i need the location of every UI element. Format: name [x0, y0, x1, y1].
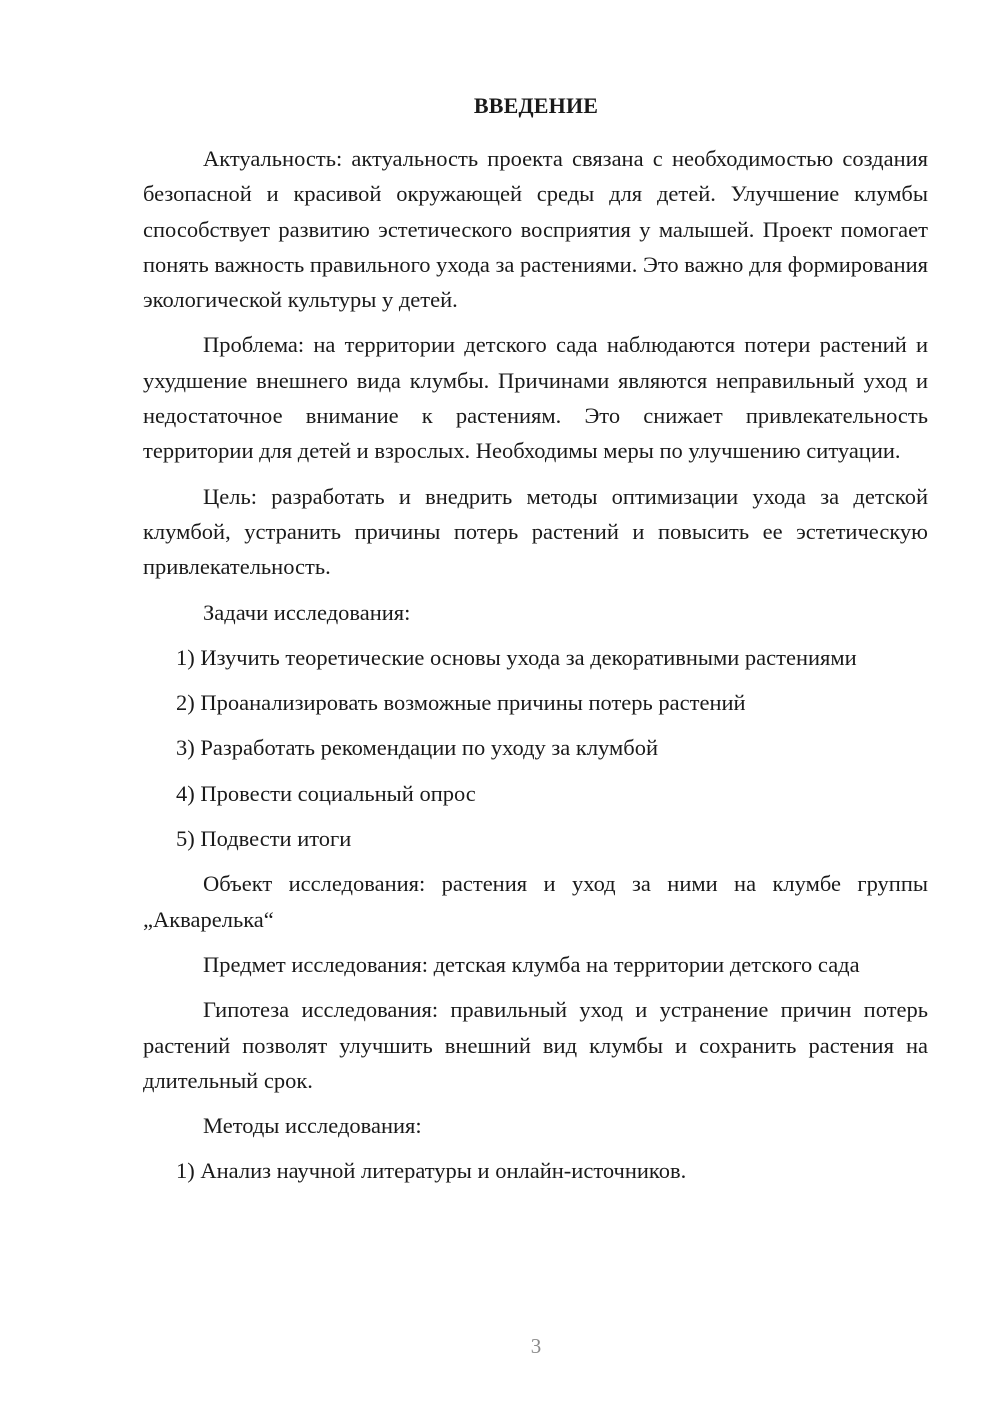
paragraph-problem: Проблема: на территории детского сада наблюдаются потери растений и ухудшение внешнего вида клумбы. Причинами являются неправильный уход и недостаточное внимание к растениям. Это снижает привлекательность территории для детей и взрослых. Необходимы меры по улучшению ситуации.	[143, 332, 928, 464]
paragraph-relevance: Актуальность: актуальность проекта связана с необходимостью создания безопасной и красивой окружающей среды для детей. Улучшение клумбы способствует развитию эстетического восприятия у малышей. Проект помогает понять важность правильного ухода за растениями. Это важно для формирования экологической культуры у детей.	[143, 146, 928, 313]
list-item: 5) Подвести итоги	[176, 826, 352, 852]
methods-list	[143, 1153, 928, 1188]
paragraph-goal: Цель: разработать и внедрить методы оптимизации ухода за детской клумбой, устранить причины потерь растений и повысить ее эстетическую привлекательность.	[143, 483, 928, 580]
paragraph-hypothesis: Гипотеза исследования: правильный уход и устранение причин потерь растений позволят улучшить внешний вид клумбы и сохранить растения на длительный срок.	[143, 997, 928, 1093]
list-item: 1) Изучить теоретические основы ухода за декоративными растениями	[176, 644, 857, 670]
list-item: 2) Проанализировать возможные причины потерь растений	[176, 690, 746, 716]
page-number: 3	[530, 1334, 542, 1358]
methods-heading: Методы исследования:	[203, 1113, 422, 1139]
list-item: 3) Разработать рекомендации по уходу за клумбой	[176, 735, 658, 761]
paragraph-object: Объект исследования: растения и уход за ними на клумбе группы „Акварелька“	[143, 871, 928, 932]
page-title: ВВЕДЕНИЕ	[473, 93, 599, 118]
document-body	[143, 141, 928, 1189]
list-item: 4) Провести социальный опрос	[176, 780, 476, 806]
tasks-list	[143, 640, 928, 856]
paragraph-subject: Предмет исследования: детская клумба на территории детского сада	[203, 951, 860, 977]
list-item: 1) Анализ научной литературы и онлайн-источников.	[176, 1158, 687, 1184]
tasks-heading: Задачи исследования:	[203, 599, 411, 625]
